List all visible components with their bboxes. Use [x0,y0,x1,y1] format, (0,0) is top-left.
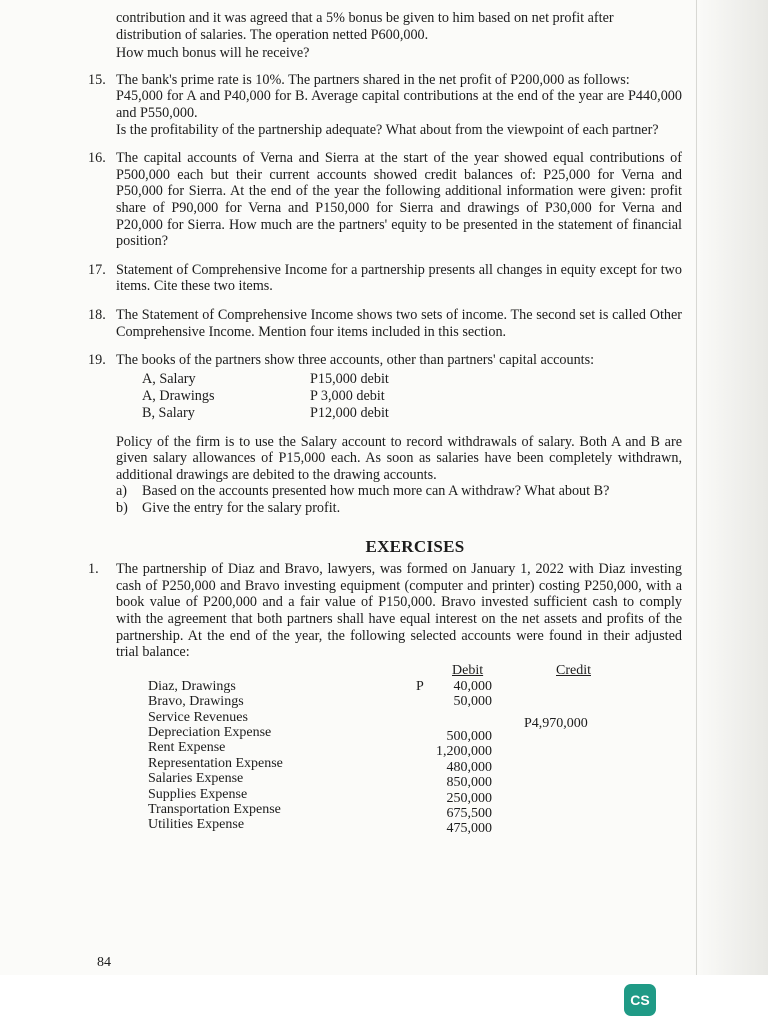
debit-amount: 480,000 [446,759,492,775]
account-row [142,371,389,388]
continuation-line-1: contribution and it was agreed that a 5% bonus be given to him based on net profit after [116,10,614,26]
account-value: P15,000 debit [310,370,389,387]
credit-header: Credit [556,662,591,678]
trial-balance-rows [148,678,628,837]
question-number: 16. [88,150,106,167]
question-number: 17. [88,261,106,278]
question-15-line-1: The bank's prime rate is 10%. The partners shared in the net profit of P200,000 as follows: [116,71,630,88]
trial-balance-row [148,740,628,760]
debit-amount: 675,500 [446,805,492,821]
continuation-line-2: distribution of salaries. The operation netted P600,000. [116,26,429,43]
trial-balance-row [148,786,628,806]
accounts-table [142,371,389,422]
trial-balance-row [148,709,628,731]
question-15-question: Is the profitability of the partnership adequate? What about from the viewpoint of each partner? [116,121,659,138]
question-16 [88,150,682,250]
trial-balance-row [148,694,628,709]
trial-balance-row [148,724,628,744]
part-b [116,500,682,517]
account-name: Utilities Expense [148,817,245,833]
trial-balance [148,663,682,863]
account-value: P12,000 debit [310,404,389,421]
page-number: 84 [97,955,111,970]
page-edge-shadow [694,0,768,975]
exercise-1 [88,561,682,661]
camscanner-badge-icon[interactable]: CS [624,984,656,1016]
question-number: 19. [88,352,106,369]
debit-amount: 475,000 [446,821,492,837]
credit-amount: P4,970,000 [524,715,588,731]
debit-amount: 50,000 [453,694,492,710]
question-17-text: Statement of Comprehensive Income for a partnership presents all changes in equity except for two items. Cite these two items. [116,261,682,295]
continuation-question: How much bonus will he receive? [116,45,310,62]
debit-amount: 1,200,000 [436,744,492,760]
account-name: Rent Expense [148,740,226,756]
question-19 [88,352,682,517]
part-text: Give the entry for the salary profit. [142,500,341,517]
account-name: A, Salary [142,370,196,387]
currency-symbol: P [416,678,424,694]
account-name: B, Salary [142,404,195,421]
page-edge-line [696,0,697,975]
debit-amount: 250,000 [446,790,492,806]
account-name: Depreciation Expense [148,724,272,740]
part-label: b) [116,500,128,517]
question-18-text: The Statement of Comprehensive Income shows two sets of income. The second set is called Other Comprehensive Income. Mention four items included in this section. [116,306,682,340]
trial-balance-row [148,771,628,791]
debit-amount: 40,000 [453,678,492,694]
account-name: Service Revenues [148,709,248,725]
part-text: Based on the accounts presented how much more can A withdraw? What about B? [142,483,610,500]
question-number: 15. [88,71,106,88]
trial-balance-row [148,801,628,821]
debit-amount: 850,000 [446,775,492,791]
part-a [116,483,682,500]
question-19-intro: The books of the partners show three accounts, other than partners' capital accounts: [116,352,595,369]
part-label: a) [116,483,128,500]
question-number: 18. [88,306,106,323]
account-name: Salaries Expense [148,771,244,787]
debit-amount: 500,000 [446,728,492,744]
exercise-1-text: The partnership of Diaz and Bravo, lawyers, was formed on January 1, 2022 with Diaz investing cash of P250,000 and Bravo investing equipment (computer and printer) costing P250,000, with a book value of P200,000 and a fair value of P150,000. Bravo invested sufficient cash to comply with the agreement that both partners shall have equal interest on the net assets and profits of the partnership. At the end of the year, the following selected accounts were found in their adjusted trial balance: [116,561,682,661]
account-name: A, Drawings [142,387,215,404]
trial-balance-row [148,755,628,775]
account-value: P 3,000 debit [310,387,385,404]
trial-balance-row [148,679,628,694]
account-name: Transportation Expense [148,801,281,817]
continuation-paragraph [88,10,682,62]
account-name: Diaz, Drawings [148,678,236,694]
account-name: Bravo, Drawings [148,694,244,710]
account-row [142,388,389,405]
question-19-policy: Policy of the firm is to use the Salary account to record withdrawals of salary. Both A and B are given salary allowances of P15,000 each. As soon as salaries have been completely withdrawn, additional drawings are debited to the drawing accounts. [116,433,682,483]
question-16-text: The capital accounts of Verna and Sierra at the start of the year showed equal contributions of P500,000 each but their current accounts showed credit balances of: P25,000 for Verna and P50,000 for Sierra. At the end of the year the following additional information were given: profit share of P90,000 for Verna and P150,000 for Sierra and drawings of P30,000 for Verna and P20,000 for Sierra. How much are the partners' equity to be presented in the statement of financial position? [116,150,682,250]
account-name: Supplies Expense [148,786,248,802]
question-15-line-2: P45,000 for A and P40,000 for B. Average capital contributions at the end of the year are P440,000 and P550,000. [116,88,682,121]
account-row [142,405,389,422]
page-content [88,10,682,863]
question-15 [88,72,682,138]
exercises-heading: EXERCISES [365,536,465,556]
debit-header: Debit [452,662,484,678]
exercise-number: 1. [88,561,99,578]
trial-balance-row [148,817,628,837]
account-name: Representation Expense [148,755,283,771]
question-18 [88,307,682,340]
question-17 [88,262,682,295]
